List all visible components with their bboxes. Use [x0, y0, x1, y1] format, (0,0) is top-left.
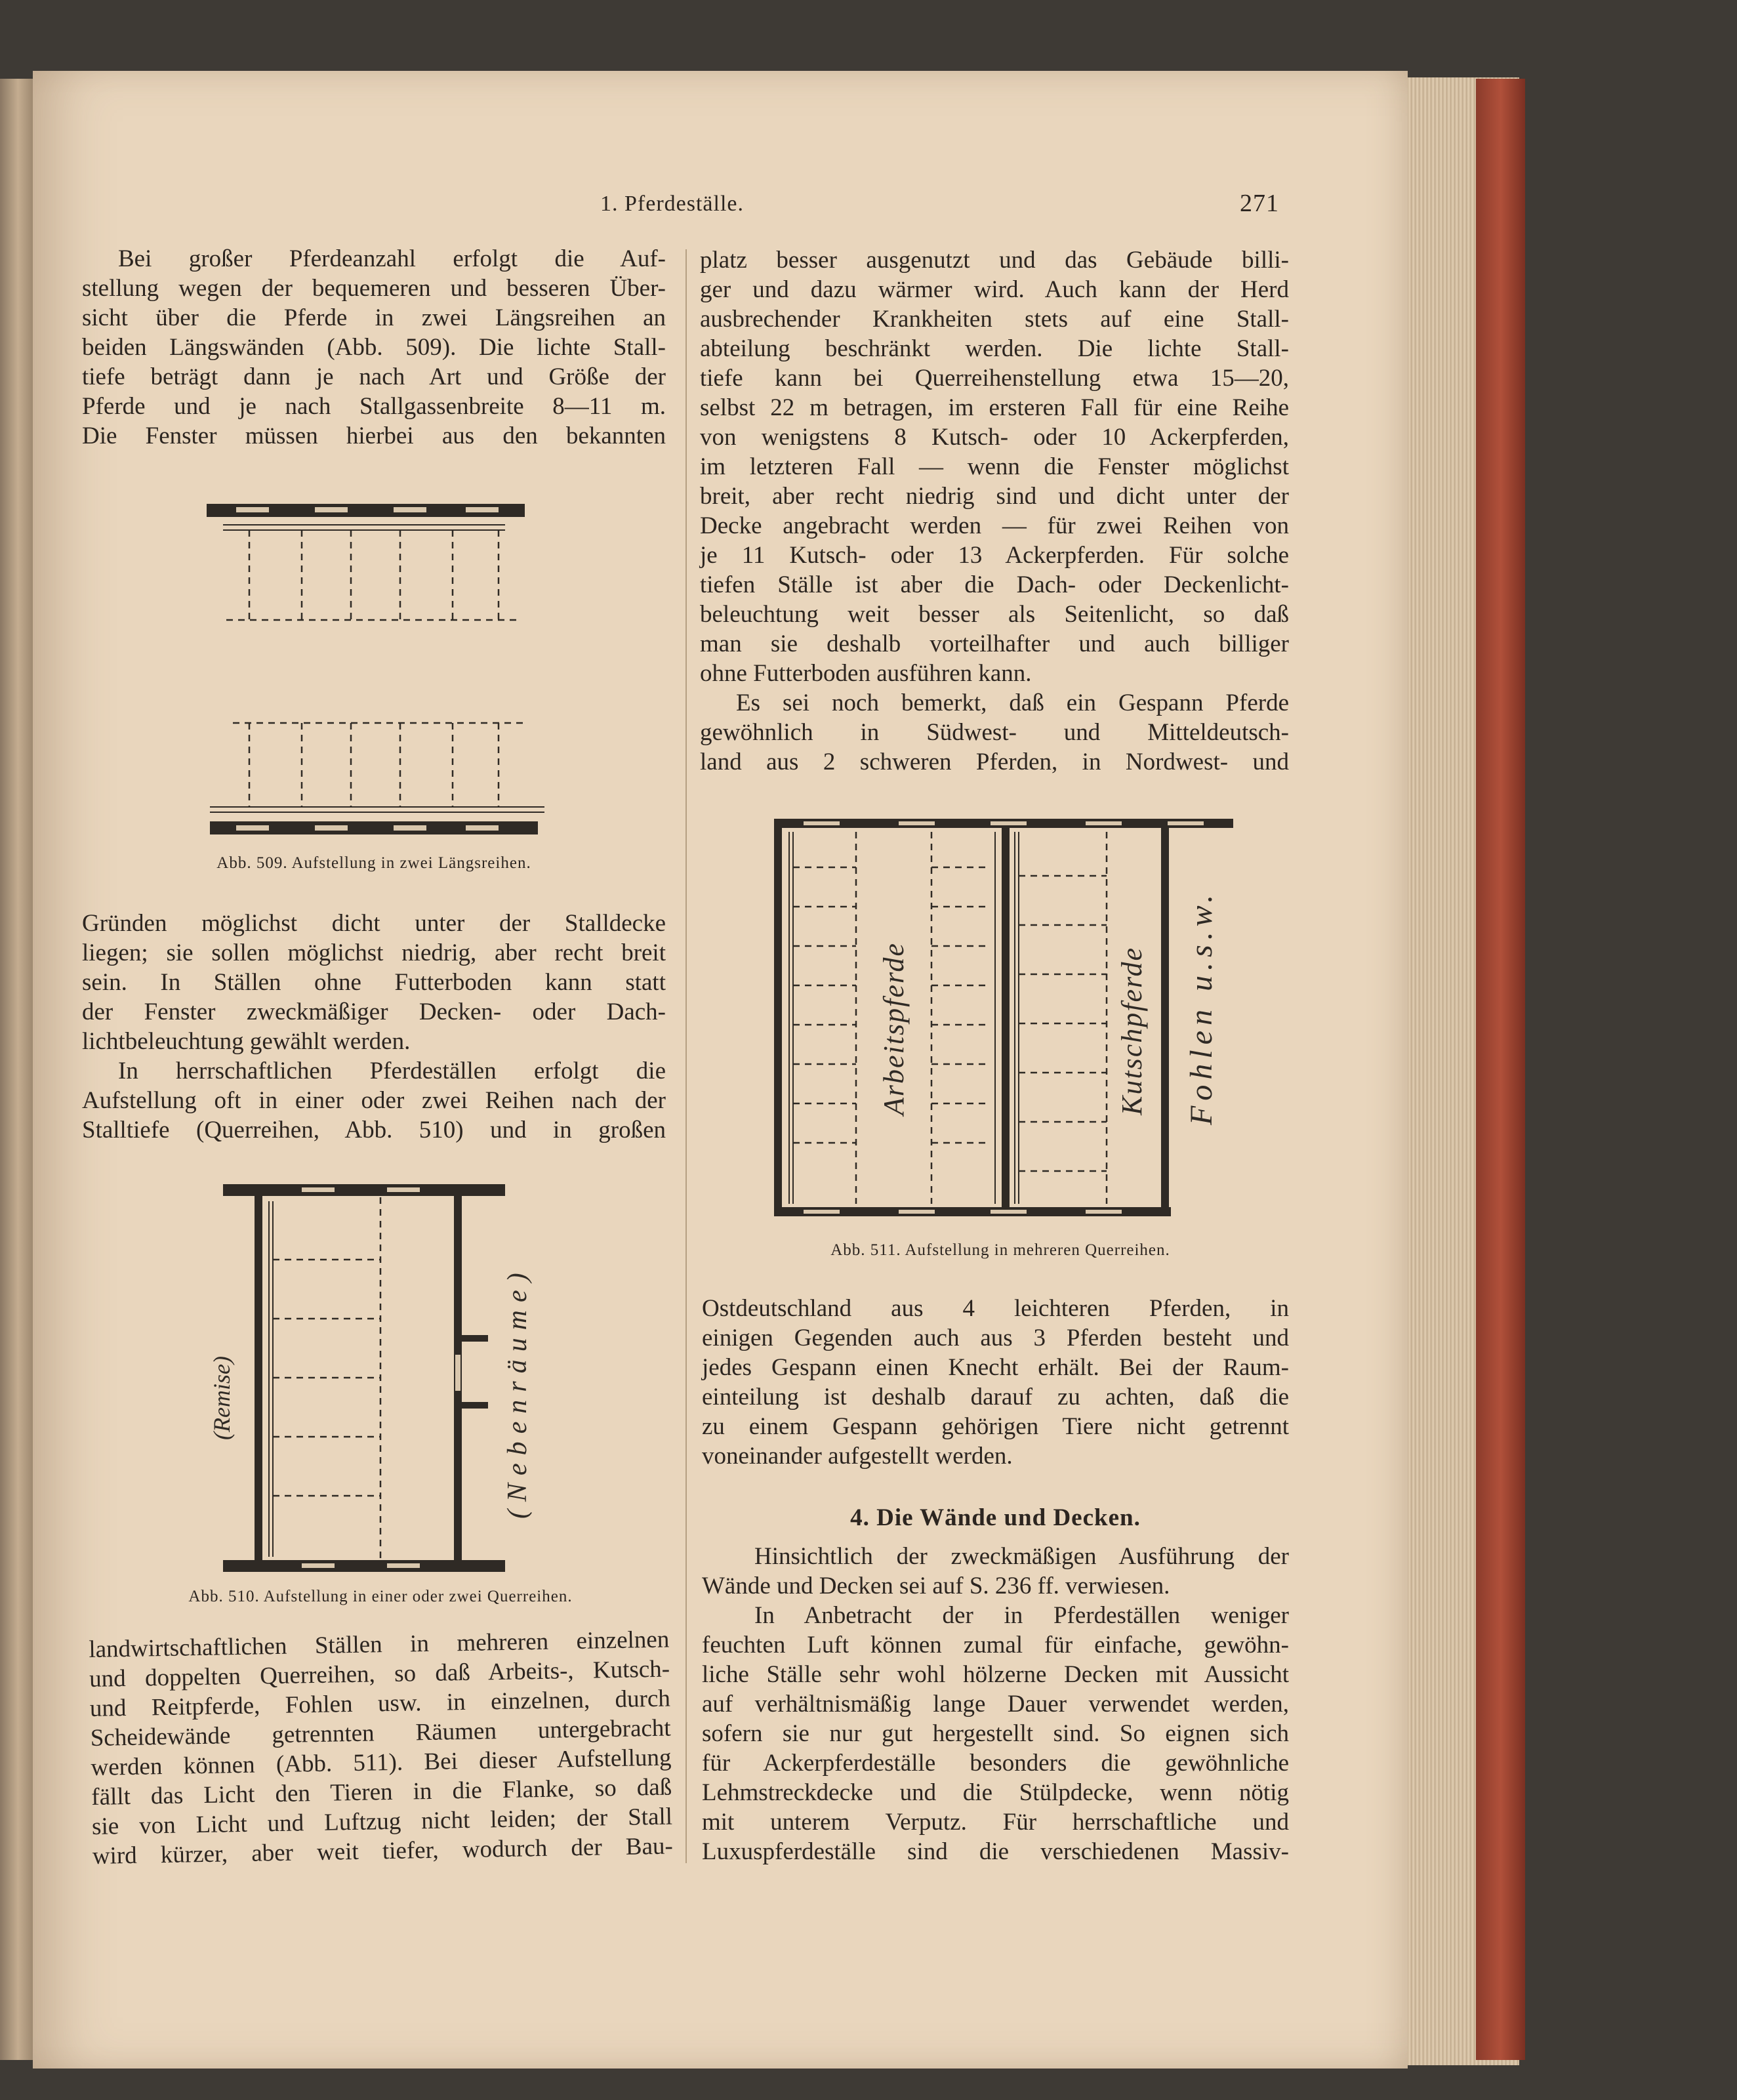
text-line: Decke angebracht werden — für zwei Reihen von [700, 512, 1289, 539]
figure-511-caption: Abb. 511. Aufstellung in mehreren Querreihen. [830, 1241, 1170, 1259]
text-line: In Anbetracht der in Pferdeställen weniger [754, 1602, 1289, 1629]
left-paragraph-1 [82, 244, 666, 451]
text-line: beiden Längswänden (Abb. 509). Die lichte Stall- [82, 334, 666, 361]
text-line: selbst 22 m betragen, im ersteren Fall für eine Reihe [700, 394, 1289, 421]
text-line: von wenigstens 8 Kutsch- oder 10 Ackerpferden, [700, 424, 1289, 451]
text-line: Scheidewände getrennten Räumen untergebracht [90, 1714, 671, 1752]
text-line: je 11 Kutsch- oder 13 Ackerpferden. Für solche [700, 542, 1289, 569]
text-line: lichtbeleuchtung gewählt werden. [82, 1028, 411, 1055]
book-cover [1476, 79, 1525, 2060]
text-line: liche Ställe sehr wohl hölzerne Decken mit Aussicht [702, 1661, 1289, 1688]
text-line: ausbrechender Krankheiten stets auf eine Stall- [700, 306, 1289, 333]
column-rule [685, 249, 687, 1863]
text-line: Luxuspferdeställe sind die verschiedenen Massiv- [702, 1838, 1289, 1865]
text-line: für Ackerpferdeställe besonders die gewöhnliche [702, 1750, 1289, 1777]
text-line: Bei großer Pferdeanzahl erfolgt die Auf- [118, 245, 666, 272]
text-line: sein. In Ställen ohne Futterboden kann statt [82, 969, 666, 996]
figure-511 [764, 813, 1236, 1227]
text-line: In herrschaftlichen Pferdeställen erfolgt die [118, 1058, 666, 1084]
left-paragraph-2 [82, 909, 666, 1145]
text-line: tiefen Ställe ist aber die Dach- oder Deckenlicht- [700, 571, 1289, 598]
text-line: Es sei noch bemerkt, daß ein Gespann Pferde [736, 690, 1289, 716]
text-line: und Reitpferde, Fohlen usw. in einzelnen, durch [89, 1685, 671, 1722]
right-paragraph-4 [702, 1542, 1289, 1866]
text-line: tiefe kann bei Querreihenstellung etwa 15—20, [700, 365, 1289, 392]
text-line: Ostdeutschland aus 4 leichteren Pferden, in [702, 1295, 1289, 1322]
text-line: voneinander aufgestellt werden. [702, 1443, 1013, 1470]
label-arbeitspferde: Arbeitspferde [878, 942, 910, 1115]
text-line: einteilung ist deshalb darauf zu achten, daß die [702, 1384, 1289, 1410]
text-line: ohne Futterboden ausführen kann. [700, 660, 1032, 687]
text-line: Die Fenster müssen hierbei aus den bekannten [82, 422, 666, 449]
text-line: breit, aber recht niedrig sind und dicht unter der [700, 483, 1289, 510]
text-line: Pferde und je nach Stallgassenbreite 8—11 m. [82, 393, 666, 420]
text-line: landwirtschaftlichen Ställen in mehreren einzelnen [89, 1626, 670, 1663]
text-line: liegen; sie sollen möglichst niedrig, aber recht breit [82, 939, 666, 966]
text-line: ger und dazu wärmer wird. Auch kann der Herd [700, 276, 1289, 303]
label-kutschpferde: Kutschpferde [1116, 947, 1148, 1115]
text-line: beleuchtung weit besser als Seitenlicht, so daß [700, 601, 1289, 628]
text-line: zu einem Gespann gehörigen Tiere nicht getrennt [702, 1413, 1289, 1440]
text-line: Gründen möglichst dicht unter der Stalldecke [82, 910, 666, 937]
text-line: im letzteren Fall — wenn die Fenster möglichst [700, 453, 1289, 480]
text-line: man sie deshalb vorteilhafter und auch billiger [700, 630, 1289, 657]
page-number: 271 [1240, 190, 1279, 217]
text-line: fällt das Licht den Tieren in die Flanke, so daß [91, 1773, 672, 1811]
text-line: Lehmstreckdecke und die Stülpdecke, wenn nötig [702, 1779, 1289, 1806]
text-line: wird kürzer, aber weit tiefer, wodurch der Bau- [92, 1832, 674, 1870]
text-line: auf verhältnismäßig lange Dauer verwendet werden, [702, 1691, 1289, 1718]
text-line: jedes Gespann einen Knecht erhält. Bei der Raum- [702, 1354, 1289, 1381]
text-line: mit unterem Verputz. Für herrschaftliche und [702, 1809, 1289, 1836]
text-line: land aus 2 schweren Pferden, in Nordwest- und [700, 749, 1289, 775]
label-remise: (Remise) [209, 1356, 235, 1440]
text-line: feuchten Luft können zumal für einfache, gewöhn- [702, 1632, 1289, 1658]
text-line: Stalltiefe (Querreihen, Abb. 510) und in großen [82, 1117, 666, 1143]
right-paragraph-3 [702, 1294, 1289, 1471]
label-fohlen: Fohlen u.s.w. [1184, 889, 1219, 1125]
left-paragraph-4 [89, 1625, 673, 1871]
text-line: Hinsichtlich der zweckmäßigen Ausführung der [754, 1543, 1289, 1570]
section-title: 4. Die Wände und Decken. [850, 1504, 1141, 1531]
text-line: Aufstellung oft in einer oder zwei Reihen nach der [82, 1087, 666, 1114]
text-line: der Fenster zweckmäßiger Decken- oder Dach- [82, 999, 666, 1025]
text-line: gewöhnlich in Südwest- und Mitteldeutsch- [700, 719, 1289, 746]
right-paragraph-1 [700, 245, 1289, 777]
text-line: tiefe beträgt dann je nach Art und Größe der [82, 363, 666, 390]
text-line: Wände und Decken sei auf S. 236 ff. verwiesen. [702, 1573, 1170, 1599]
figure-510-caption: Abb. 510. Aufstellung in einer oder zwei Querreihen. [188, 1588, 573, 1605]
label-nebenraeume: (Nebenräume) [502, 1265, 533, 1519]
figure-509-caption: Abb. 509. Aufstellung in zwei Längsreihen. [216, 854, 531, 872]
text-line: stellung wegen der bequemeren und besseren Über- [82, 275, 666, 302]
figure-509 [197, 499, 551, 840]
text-line: platz besser ausgenutzt und das Gebäude billi- [700, 247, 1289, 274]
text-line: und doppelten Querreihen, so daß Arbeits-, Kutsch- [89, 1655, 670, 1693]
left-page-edge [0, 79, 33, 2060]
text-line: werden können (Abb. 511). Bei dieser Aufstellung [91, 1744, 672, 1781]
text-line: abteilung beschränkt werden. Die lichte Stall- [700, 335, 1289, 362]
text-line: sicht über die Pferde in zwei Längsreihen an [82, 304, 666, 331]
text-line: einigen Gegenden auch aus 3 Pferden besteht und [702, 1325, 1289, 1351]
running-title: 1. Pferdeställe. [600, 192, 744, 216]
text-line: sofern sie nur gut hergestellt sind. So eignen sich [702, 1720, 1289, 1747]
text-line: sie von Licht und Luftzug nicht leiden; der Stall [91, 1803, 673, 1840]
figure-510 [190, 1178, 558, 1578]
